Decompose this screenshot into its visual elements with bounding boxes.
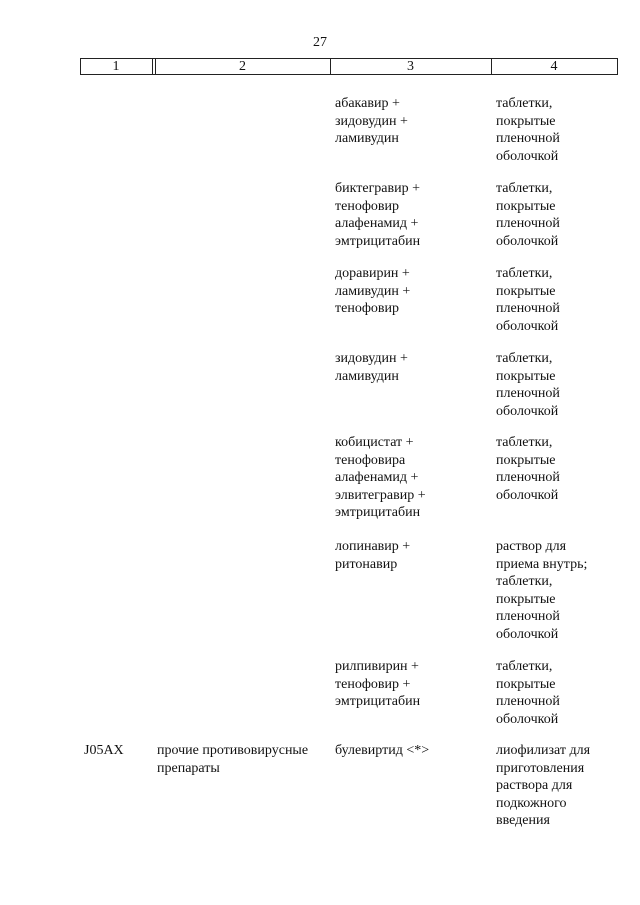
page-number: 27 bbox=[313, 35, 327, 50]
drug-name: рилпивирин + тенофовир + эмтрицитабин bbox=[335, 659, 421, 710]
dosage-form: таблетки, покрытые пленочной оболочкой bbox=[496, 659, 560, 727]
header-col-1: 1 bbox=[112, 59, 120, 74]
dosage-form: таблетки, покрытые пленочной оболочкой bbox=[496, 351, 560, 419]
dosage-form: таблетки, покрытые пленочной оболочкой bbox=[496, 181, 560, 249]
pharmacological-group: прочие противовирусные препараты bbox=[157, 743, 309, 776]
dosage-form: лиофилизат для приготовления раствора для подкожного введения bbox=[496, 743, 591, 829]
header-separator bbox=[617, 58, 618, 75]
header-col-3: 3 bbox=[407, 59, 414, 74]
atc-code: J05AX bbox=[84, 743, 124, 758]
drug-name: доравирин + ламивудин + тенофовир bbox=[335, 266, 411, 317]
header-col-2: 2 bbox=[239, 59, 246, 74]
dosage-form: таблетки, покрытые пленочной оболочкой bbox=[496, 96, 560, 164]
header-col-4: 4 bbox=[550, 59, 558, 74]
drug-name: булевиртид <*> bbox=[335, 743, 430, 758]
header-separator bbox=[152, 58, 153, 75]
dosage-form: раствор для приема внутрь; таблетки, покрытые пленочной оболочкой bbox=[496, 539, 588, 642]
dosage-form: таблетки, покрытые пленочной оболочкой bbox=[496, 435, 560, 503]
drug-name: лопинавир + ритонавир bbox=[335, 539, 411, 572]
table-header bbox=[80, 58, 618, 75]
drug-name: зидовудин + ламивудин bbox=[335, 351, 408, 384]
dosage-form: таблетки, покрытые пленочной оболочкой bbox=[496, 266, 560, 334]
drug-name: абакавир + зидовудин + ламивудин bbox=[335, 96, 408, 147]
drug-name: кобицистат + тенофовира алафенамид + элвитегравир + эмтрицитабин bbox=[335, 435, 426, 521]
drug-name: биктегравир + тенофовир алафенамид + эмтрицитабин bbox=[335, 181, 421, 249]
